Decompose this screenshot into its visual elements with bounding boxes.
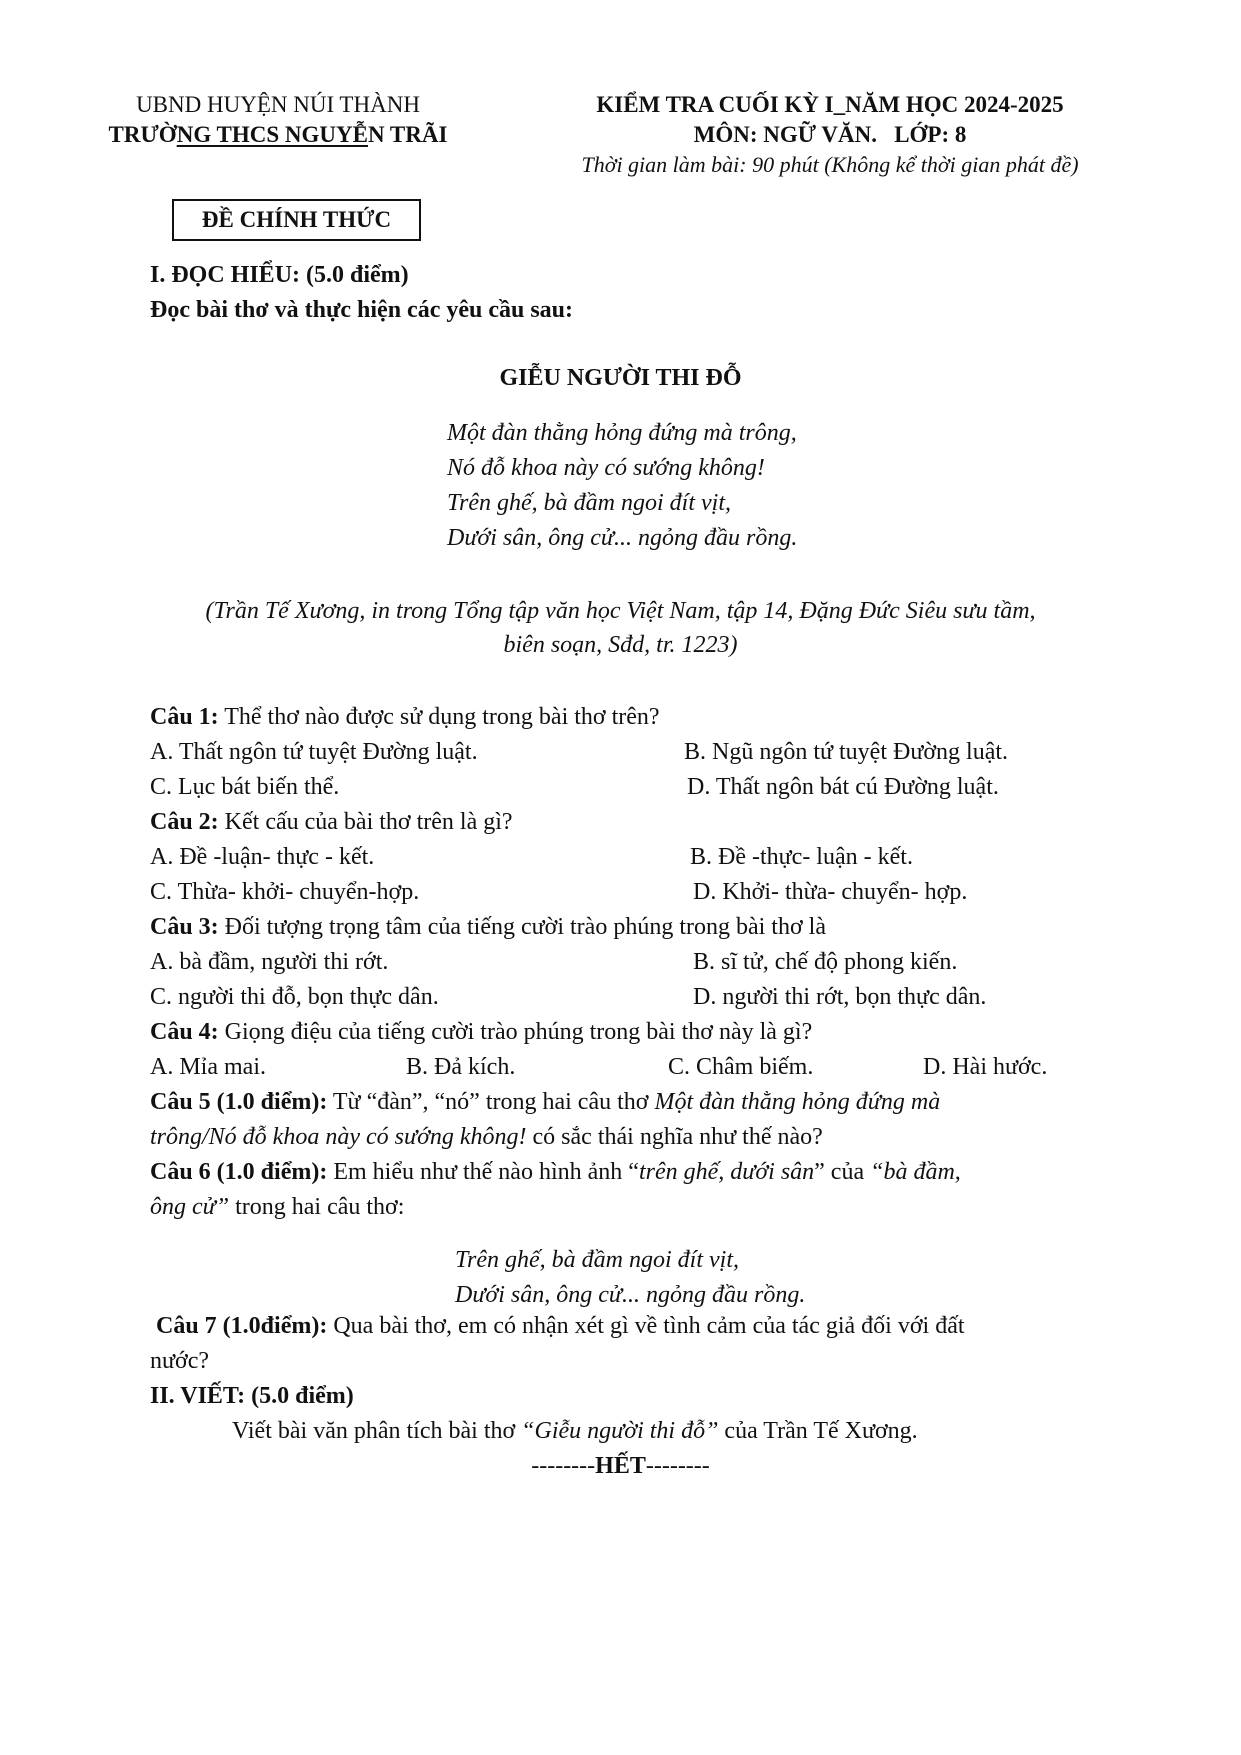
quoted-phrase: “bà đầm, xyxy=(870,1159,961,1185)
end-text: HẾT xyxy=(595,1453,646,1479)
q2-option-c: C. Thừa- khởi- chuyển-hợp. xyxy=(150,879,420,905)
task-text: Viết bài văn phân tích bài thơ xyxy=(232,1418,522,1444)
question-1 xyxy=(150,704,660,731)
q2-option-b: B. Đề -thực- luận - kết. xyxy=(690,844,913,870)
q1-option-b: B. Ngũ ngôn tứ tuyệt Đường luật. xyxy=(684,739,1009,765)
q3-option-c: C. người thi đỗ, bọn thực dân. xyxy=(150,984,439,1010)
poem-line: Trên ghế, bà đầm ngoi đít vịt, xyxy=(447,490,731,516)
exam-title: KIỂM TRA CUỐI KỲ I_NĂM HỌC 2024-2025 xyxy=(596,92,1064,117)
question-6-line1 xyxy=(150,1159,961,1186)
question-text: ” của xyxy=(814,1159,871,1185)
q2-option-d: D. Khởi- thừa- chuyển- hợp. xyxy=(693,879,968,905)
q4-option-c: C. Châm biếm. xyxy=(668,1054,814,1080)
question-6-line2 xyxy=(150,1194,404,1221)
quoted-phrase: trên ghế, dưới sân xyxy=(638,1159,815,1185)
q4-option-b: B. Đả kích. xyxy=(406,1054,516,1080)
quote-line: Dưới sân, ông cử... ngỏng đầu rồng. xyxy=(455,1282,806,1308)
question-text: Giọng điệu của tiếng cười trào phúng trong bài thơ này là gì? xyxy=(218,1019,813,1045)
q4-option-a: A. Mỉa mai. xyxy=(150,1054,266,1080)
question-5-line1 xyxy=(150,1089,940,1116)
question-label: Câu 1: xyxy=(150,704,219,730)
question-text: Kết cấu của bài thơ trên là gì? xyxy=(218,809,513,835)
subject-class: MÔN: NGỮ VĂN. LỚP: 8 xyxy=(693,122,967,147)
exam-duration: Thời gian làm bài: 90 phút (Không kể thời gian phát đề) xyxy=(581,152,1079,177)
question-text: có sắc thái nghĩa như thế nào? xyxy=(526,1124,823,1150)
school-name-part3: N TRÃI xyxy=(367,122,448,147)
q3-option-a: A. bà đầm, người thi rớt. xyxy=(150,949,389,975)
quote-line: Trên ghế, bà đầm ngoi đít vịt, xyxy=(455,1247,739,1273)
quoted-verse: Một đàn thằng hỏng đứng mà xyxy=(654,1089,941,1115)
question-6-quote xyxy=(455,1243,805,1313)
question-text: trong hai câu thơ: xyxy=(229,1194,405,1220)
end-dashes: -------- xyxy=(645,1453,710,1479)
poem-source xyxy=(0,594,1241,662)
poem-source-line: (Trần Tế Xương, in trong Tổng tập văn học Việt Nam, tập 14, Đặng Đức Siêu sưu tầm, xyxy=(205,598,1036,624)
q1-option-c: C. Lục bát biến thể. xyxy=(150,774,340,800)
question-3 xyxy=(150,914,826,941)
question-7-line1 xyxy=(156,1313,965,1340)
poem-title-quote: “Giễu người thi đỗ” xyxy=(521,1418,719,1444)
section1-heading: I. ĐỌC HIỂU: (5.0 điểm) xyxy=(150,262,409,288)
q1-option-a: A. Thất ngôn tứ tuyệt Đường luật. xyxy=(150,739,478,765)
end-marker xyxy=(0,1453,1241,1480)
q1-option-d: D. Thất ngôn bát cú Đường luật. xyxy=(687,774,999,800)
question-text: Từ “đàn”, “nó” trong hai câu thơ xyxy=(327,1089,655,1115)
end-dashes: -------- xyxy=(531,1453,596,1479)
question-2 xyxy=(150,809,513,836)
section2-task xyxy=(232,1418,918,1445)
question-label: Câu 3: xyxy=(150,914,219,940)
question-text: Đối tượng trọng tâm của tiếng cười trào phúng trong bài thơ là xyxy=(218,914,826,940)
poem-source-line: biên soạn, Sđd, tr. 1223) xyxy=(503,632,738,658)
question-label: Câu 2: xyxy=(150,809,219,835)
question-label: Câu 6 (1.0 điểm): xyxy=(150,1159,328,1185)
section2-heading: II. VIẾT: (5.0 điểm) xyxy=(150,1383,354,1409)
school-name-part2: NG THCS NGUYỄ xyxy=(176,122,368,147)
official-exam-box: ĐỀ CHÍNH THỨC xyxy=(172,199,421,241)
quoted-verse: trông/Nó đỗ khoa này có sướng không! xyxy=(150,1124,527,1150)
question-text: Qua bài thơ, em có nhận xét gì về tình cảm của tác giả đối với đất xyxy=(327,1313,965,1339)
question-label: Câu 5 (1.0 điểm): xyxy=(150,1089,328,1115)
question-text: Em hiểu như thế nào hình ảnh “ xyxy=(327,1159,639,1185)
poem-body xyxy=(447,416,797,556)
question-7-line2: nước? xyxy=(150,1348,210,1374)
question-4 xyxy=(150,1019,812,1046)
school-name-part1: TRƯỜ xyxy=(108,122,177,147)
poem-title: GIỄU NGƯỜI THI ĐỖ xyxy=(499,365,742,391)
section1-instruction: Đọc bài thơ và thực hiện các yêu cầu sau: xyxy=(150,297,574,323)
q3-option-b: B. sĩ tử, chế độ phong kiến. xyxy=(693,949,958,975)
department-name: UBND HUYỆN NÚI THÀNH xyxy=(136,92,420,117)
question-label: Câu 7 (1.0điểm): xyxy=(156,1313,328,1339)
q2-option-a: A. Đề -luận- thực - kết. xyxy=(150,844,375,870)
question-text: Thể thơ nào được sử dụng trong bài thơ trên? xyxy=(218,704,660,730)
poem-line: Một đàn thằng hỏng đứng mà trông, xyxy=(447,420,797,446)
q3-option-d: D. người thi rớt, bọn thực dân. xyxy=(693,984,987,1010)
question-label: Câu 4: xyxy=(150,1019,219,1045)
school-name xyxy=(90,122,466,148)
q4-option-d: D. Hài hước. xyxy=(923,1054,1048,1080)
question-5-line2 xyxy=(150,1124,823,1151)
quoted-phrase: ông cử” xyxy=(150,1194,230,1220)
task-text: của Trần Tế Xương. xyxy=(718,1418,918,1444)
poem-line: Dưới sân, ông cử... ngỏng đầu rồng. xyxy=(447,525,798,551)
poem-line: Nó đỗ khoa này có sướng không! xyxy=(447,455,765,481)
